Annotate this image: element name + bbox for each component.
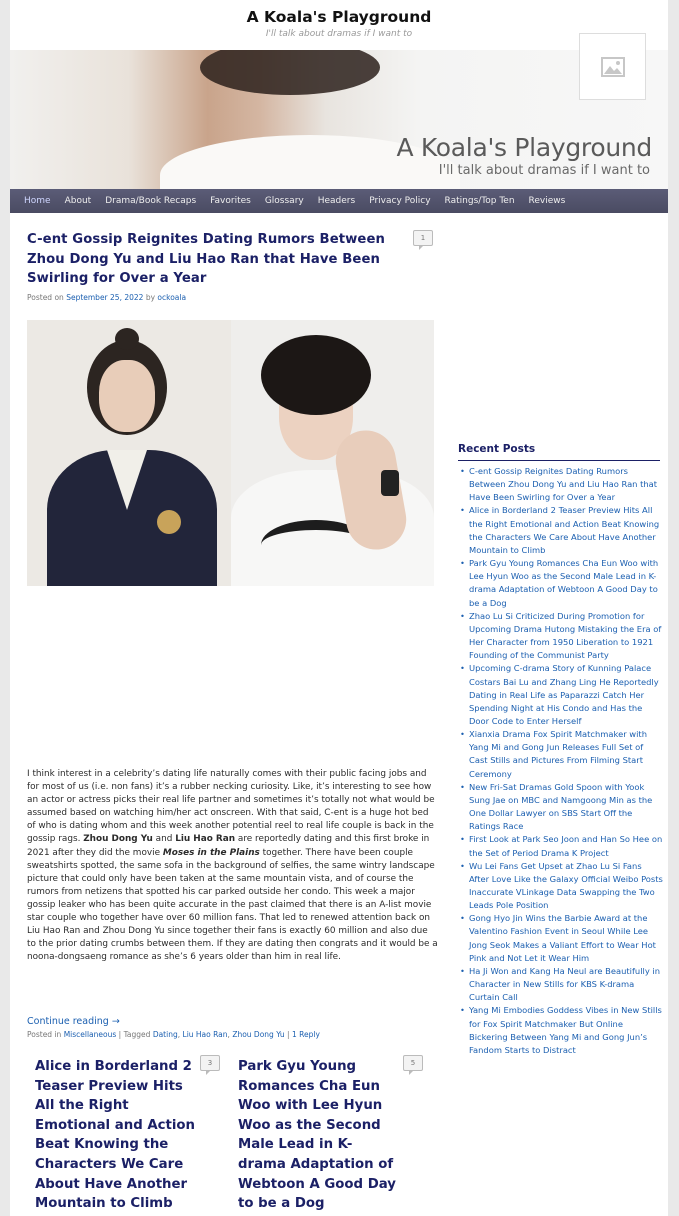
post-date-link[interactable]: September 25, 2022 [66,293,144,302]
nav-ratings[interactable]: Ratings/Top Ten [444,196,515,206]
site-tagline: I'll talk about dramas if I want to [265,29,413,39]
recent-post-link[interactable]: • Alice in Borderland 2 Teaser Preview Hits All the Right Emotional and Action Beat Knowing the Characters We Care About Have Another Mountain to Climb [458,504,664,557]
banner-tagline: I'll talk about dramas if I want to [438,163,650,178]
nav-favorites[interactable]: Favorites [210,196,251,206]
banner-title: A Koala's Playground [396,133,652,162]
photo-hair [261,335,371,415]
recent-post-link[interactable]: • Gong Hyo Jin Wins the Barbie Award at the Valentino Fashion Event in Seoul While Lee Jong Seok Makes a Valiant Effort to Wear Hot Pink and Not Let it Wear Him [458,912,664,965]
category-link[interactable]: Miscellaneous [63,1030,117,1039]
posted-on-label: Posted on [27,293,64,302]
name-zhou: Zhou Dong Yu [83,834,153,845]
reply-link[interactable]: 1 Reply [291,1030,320,1039]
nav-recaps[interactable]: Drama/Book Recaps [105,196,197,206]
comment-count-badge[interactable]: 3 [200,1055,220,1071]
post-meta [27,293,186,302]
nav-privacy[interactable]: Privacy Policy [369,196,431,206]
banner-photo-hair [200,50,380,95]
image-icon [601,57,625,77]
recent-post-link[interactable]: • C-ent Gossip Reignites Dating Rumors Between Zhou Dong Yu and Liu Hao Ran that Have Been Swirling for Over a Year [458,465,664,504]
post-footer-meta: Posted in Miscellaneous | Tagged Dating, Liu Hao Ran, Zhou Dong Yu | 1 Reply [27,1030,320,1039]
tagged-label: Tagged [123,1030,151,1039]
recent-posts-list [458,465,664,1057]
post-photo-right [231,320,434,586]
tag-link[interactable]: Zhou Dong Yu [232,1030,285,1039]
recent-post-link[interactable]: • Xianxia Drama Fox Spirit Matchmaker with Yang Mi and Gong Jun Releases Full Set of Cast Stills and Pictures From Filming Start Ceremony [458,728,664,781]
nav-reviews[interactable]: Reviews [528,196,566,206]
body-text-2: are reportedly dating and this first broke in 2021 after they did the movie [27,834,430,858]
page [10,0,668,1216]
post-photo-left [27,320,231,586]
recent-post-link[interactable]: • New Fri-Sat Dramas Gold Spoon with Yook Sung Jae on MBC and Namgoong Min as the One Dollar Lawyer on SBS Start Off the Ratings Race [458,781,664,834]
post-paragraph [27,768,439,964]
recent-posts-title: Recent Posts [458,443,536,455]
main-nav [10,189,668,213]
by-label: by [145,293,156,302]
card-title-2[interactable]: Park Gyu Young Romances Cha Eun Woo with Lee Hyun Woo as the Second Male Lead in K-drama Adaptation of Webtoon A Good Day to be a Dog [238,1059,396,1212]
nav-glossary[interactable]: Glossary [264,196,304,206]
photo-hair-bun [115,328,139,350]
site-title[interactable]: A Koala's Playground [246,8,432,26]
posted-in-label: Posted in [27,1030,62,1039]
nav-home[interactable]: Home [24,196,51,206]
movie-title: Moses in the Plains [162,847,260,858]
nav-about[interactable]: About [64,196,92,206]
recent-post-link[interactable]: • Upcoming C-drama Story of Kunning Palace Costars Bai Lu and Zhang Ling He Reportedly Dating in Real Life as Paparazzi Catch Her Spending Night at His Condo and Has the Door Code to Enter Herself [458,662,664,728]
recent-post-link[interactable]: • Yang Mi Embodies Goddess Vibes in New Stills for Fox Spirit Matchmaker But Online Bickering Between Yang Mi and Gong Jun’s Fandom Starts to Distract [458,1004,664,1057]
nav-headers[interactable]: Headers [317,196,356,206]
tag-link[interactable]: Liu Hao Ran [182,1030,228,1039]
comment-count-badge[interactable]: 5 [403,1055,423,1071]
tag-link[interactable]: Dating [152,1030,178,1039]
photo-badge [157,510,181,534]
author-link[interactable]: ockoala [157,293,187,302]
body-text-3: together. There have been couple sweatshirts spotted, the same sofa in the background of selfies, the same wintry landscape picture that could only have been taken at the same mountain vista, and of course the rumors from netizens that spotted his car parked outside her condo. This week a major gossip leaker who has been quite accurate in the past claimed that there is an A-list movie star couple who together have over 60 million fans. That led to renewed attention back on Liu Hao Ran and Zhou Dong Yu since together their fans is exactly 60 million and also due to the prior dating crumbs between them. If they are dating then congrats and it would be a noona-dongsaeng romance as she’s 6 years older than him in real life. [27,847,438,963]
name-liu: Liu Hao Ran [175,834,236,845]
post-body [27,768,439,964]
card-title-1[interactable]: Alice in Borderland 2 Teaser Preview Hits All the Right Emotional and Action Beat Knowing the Characters We Care About Have Another Mountain to Climb [35,1059,196,1212]
recent-post-link[interactable]: • Wu Lei Fans Get Upset at Zhao Lu Si Fans After Love Like the Galaxy Official Weibo Posts Inaccurate VLinkage Data Swapping the Two Leads Pole Position [458,860,664,913]
continue-reading-link[interactable]: Continue reading → [27,1016,120,1027]
photo-face [99,360,155,432]
body-text-1: I think interest in a celebrity’s dating life naturally comes with their public facing jobs and for most of us (i.e. non fans) it’s a rubber necking curiosity. Like, it’s interesting to see how an actor or actress picks their real life partner and sometimes it’s totally not what would be assumed based on watching him/her act onscreen. With that said, C-ent is a huge hot bed of who is dating whom and this week another potential reel to real life couple is back in the gossip rags. [27,769,435,845]
post-title[interactable]: C-ent Gossip Reignites Dating Rumors Between Zhou Dong Yu and Liu Hao Ran that Have Been Swirling for Over a Year [27,232,386,286]
sidebar-divider [458,460,660,461]
and-text: and [155,834,173,845]
comment-count-badge[interactable]: 1 [413,230,433,246]
recent-post-link[interactable]: • First Look at Park Seo Joon and Han So Hee on the Set of Period Drama K Project [458,833,664,859]
image-placeholder [579,33,646,100]
photo-watch [381,470,399,496]
recent-post-link[interactable]: • Park Gyu Young Romances Cha Eun Woo with Lee Hyun Woo as the Second Male Lead in K-drama Adaptation of Webtoon A Good Day to be a Dog [458,557,664,610]
recent-post-link[interactable]: • Ha Ji Won and Kang Ha Neul are Beautifully in Character in New Stills for KBS K-drama Curtain Call [458,965,664,1004]
header-banner[interactable] [10,50,668,189]
recent-post-link[interactable]: • Zhao Lu Si Criticized During Promotion for Upcoming Drama Hutong Mistaking the Era of Her Character from 1950 Liberation to 1921 Founding of the Communist Party [458,610,664,663]
